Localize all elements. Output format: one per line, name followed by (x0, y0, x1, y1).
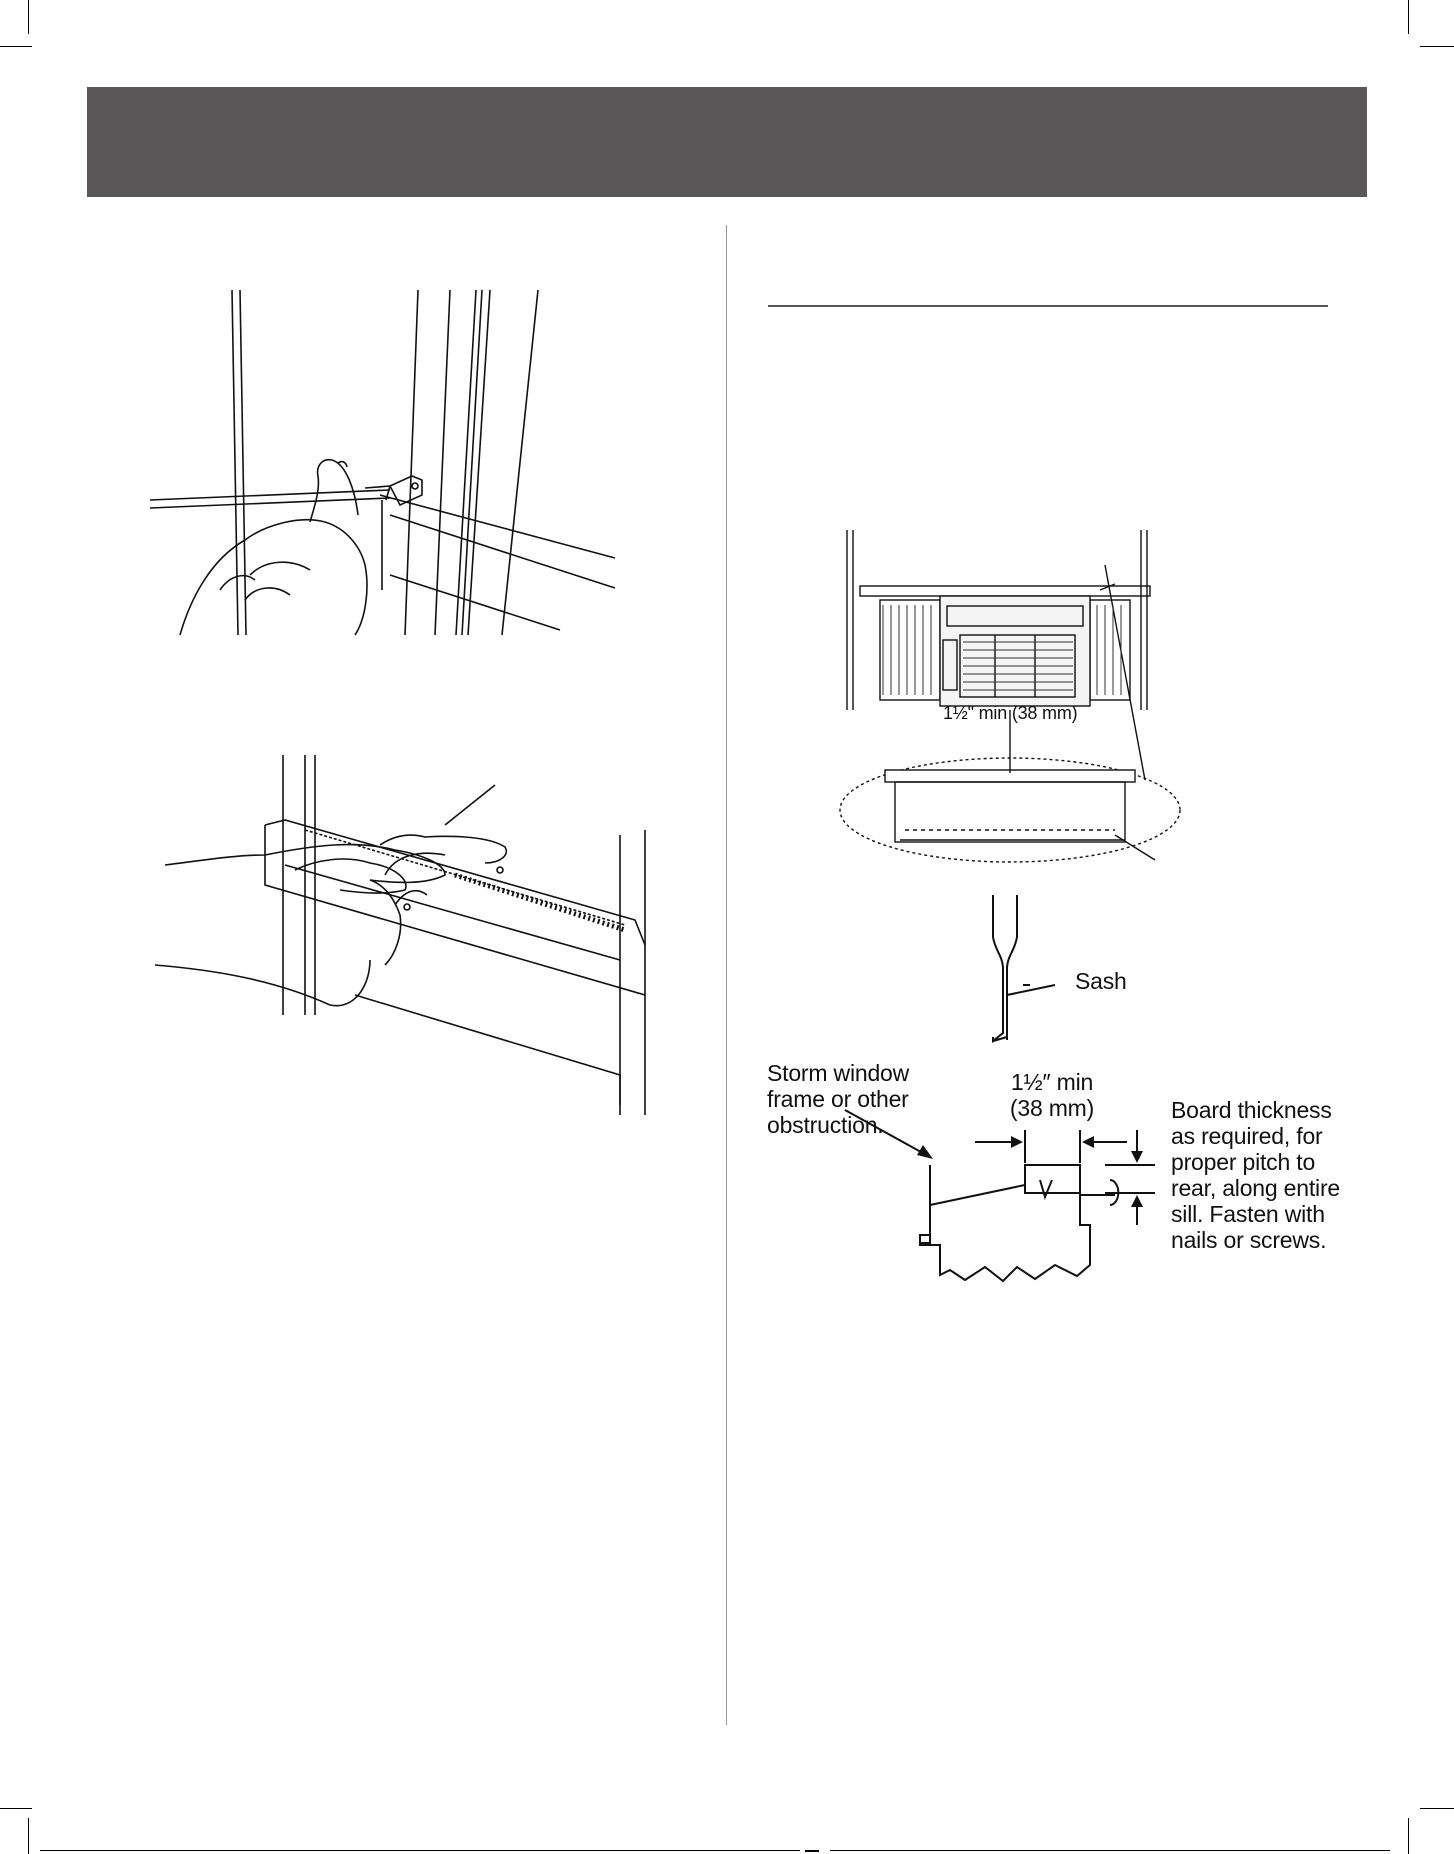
crop-mark (0, 1808, 32, 1809)
board-thickness-label: Board thickness as required, for proper pitch to rear, along entire sill. Fasten with nails or screws. (1171, 1097, 1341, 1253)
crop-mark (40, 1850, 800, 1851)
bracket-install-illustration (150, 290, 630, 635)
crop-mark (28, 1818, 29, 1854)
sash-label: Sash (1075, 968, 1127, 994)
crop-mark (1420, 1808, 1454, 1809)
installed-unit-illustration (835, 530, 1185, 870)
crop-mark (0, 46, 32, 47)
header-bar (87, 87, 1367, 197)
crop-mark (28, 0, 29, 34)
unit-dimension-label: 1½" min (38 mm) (943, 703, 1078, 723)
column-divider (726, 225, 727, 1725)
foam-strip-illustration (155, 755, 655, 1115)
crop-mark (830, 1850, 1390, 1851)
crop-mark (1408, 1818, 1409, 1854)
section-rule (768, 305, 1328, 307)
crop-mark (1420, 46, 1454, 47)
storm-window-label: Storm window frame or other obstruction. (767, 1060, 910, 1138)
crop-mark (1408, 0, 1409, 34)
page-mark (805, 1850, 819, 1852)
sill-dimension-label: 1½″ min (38 mm) (1009, 1069, 1095, 1121)
